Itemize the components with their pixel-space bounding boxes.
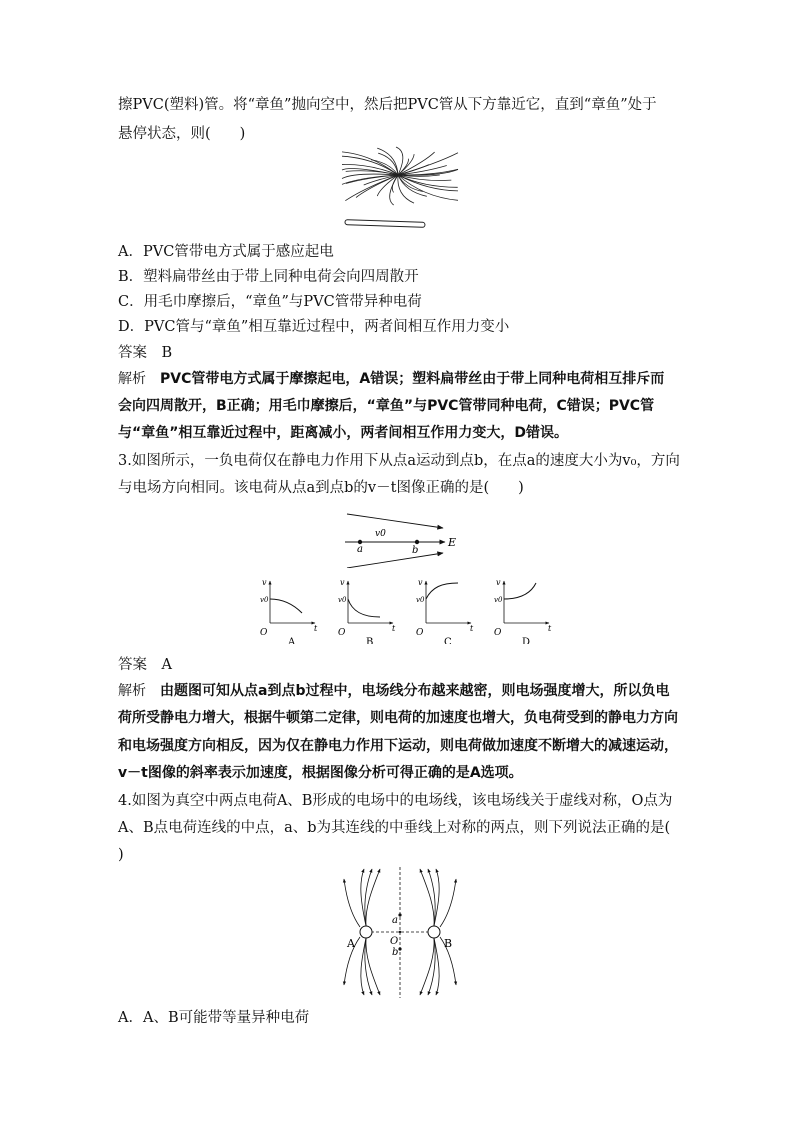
axis-v-label: v [496, 578, 501, 587]
field-line [366, 938, 380, 995]
q2-option-d: D．PVC管与“章鱼”相互靠近过程中，两者间相互作用力变小 [118, 319, 510, 335]
axis-v-label: v [340, 578, 345, 587]
answer-label: 答案 [118, 345, 147, 361]
label-a: a [357, 544, 363, 555]
field-line [420, 869, 434, 926]
q2-option-c: C．用毛巾摩擦后，“章鱼”与PVC管带异种电荷 [118, 294, 422, 310]
point-O [399, 931, 401, 933]
vt-graphs [252, 574, 552, 644]
graph-label: C [444, 637, 452, 644]
analysis-label: 解析 [118, 371, 146, 387]
analysis-label: 解析 [118, 683, 146, 699]
answer-value: B [161, 345, 173, 361]
vt-curve [426, 583, 458, 599]
charge-A [360, 926, 372, 938]
field-line [440, 879, 456, 927]
q3-stem-line-2: 与电场方向相同。该电荷从点a到点b的v－t图像正确的是( ) [118, 480, 524, 496]
vt-graph-B [338, 578, 396, 644]
graph-label: B [366, 637, 374, 644]
plastic-strip [377, 175, 398, 196]
axis-v0-label: v0 [494, 596, 503, 604]
vt-curve [348, 599, 380, 617]
answer-label: 答案 [118, 657, 147, 673]
vt-graph-C [416, 578, 474, 644]
field-line-lower [347, 553, 443, 568]
q2-analysis-line-1 [118, 369, 664, 389]
point-b [415, 540, 419, 544]
label-O: O [390, 936, 399, 947]
field-line-upper [347, 514, 443, 528]
graph-label: A [288, 637, 296, 644]
axis-v0-label: v0 [260, 596, 269, 604]
label-v0: v0 [375, 529, 386, 539]
field-line [420, 938, 434, 995]
label-b: b [392, 947, 399, 958]
origin-label: O [416, 628, 424, 638]
analysis-text: PVC管带电方式属于摩擦起电，A错误；塑料扁带丝由于带上同种电荷相互排斥而 [160, 371, 665, 387]
label-A: A [347, 937, 355, 950]
q2-option-a: A．PVC管带电方式属于感应起电 [118, 244, 334, 260]
q4-stem-line-3: ) [118, 847, 124, 863]
q4-stem-line-2: A、B点电荷连线的中点，a、b为其连线的中垂线上对称的两点，则下列说法正确的是( [118, 820, 671, 836]
vt-graph-D [494, 578, 552, 644]
plastic-strip [390, 175, 398, 205]
label-b: b [412, 545, 419, 556]
q2-stem-line-2: 悬停状态，则( ) [118, 126, 246, 142]
charge-B [428, 926, 440, 938]
axis-t-label: t [470, 624, 474, 633]
label-E: E [448, 536, 457, 549]
answer-value: A [161, 657, 172, 673]
q2-stem-line-1: 擦PVC(塑料)管。将“章鱼”抛向空中，然后把PVC管从下方靠近它，直到“章鱼”处于 [118, 97, 657, 113]
origin-label: O [494, 628, 502, 638]
q2-analysis-line-3: 与“章鱼”相互靠近过程中，距离减小，两者间相互作用力变大，D错误。 [118, 425, 569, 441]
q3-analysis-line-1 [118, 681, 669, 701]
two-charge-field-figure [340, 865, 460, 1000]
pvc-pipe [345, 220, 425, 228]
axis-v0-label: v0 [338, 596, 347, 604]
octopus-figure [340, 145, 460, 235]
q2-answer [118, 343, 172, 363]
q2-option-b: B．塑料扁带丝由于带上同种电荷会向四周散开 [118, 269, 419, 285]
field-lines-figure [335, 508, 475, 568]
q3-analysis-line-4: v－t图像的斜率表示加速度，根据图像分析可得正确的是A选项。 [118, 765, 523, 781]
q3-analysis-line-3: 和电场强度方向相反，因为仅在静电力作用下运动，则电荷做加速度不断增大的减速运动， [118, 738, 678, 754]
axis-v-label: v [262, 578, 267, 587]
q3-answer [118, 655, 172, 675]
point-b [398, 947, 401, 950]
analysis-text: 由题图可知从点a到点b过程中，电场线分布越来越密，则电场强度增大，所以负电 [160, 683, 670, 699]
origin-label: O [338, 628, 346, 638]
q4-option-a: A．A、B可能带等量异种电荷 [118, 1010, 310, 1026]
label-B: B [444, 937, 453, 950]
field-line [366, 869, 380, 926]
q3-analysis-line-2: 荷所受静电力增大，根据牛顿第二定律，则电荷的加速度也增大，负电荷受到的静电力方向 [118, 710, 678, 726]
vt-curve [270, 599, 302, 613]
axis-t-label: t [392, 624, 396, 633]
axis-t-label: t [314, 624, 318, 633]
origin-label: O [260, 628, 268, 638]
plastic-strip [398, 154, 414, 175]
label-a: a [392, 915, 398, 926]
field-line [344, 879, 360, 927]
vt-curve [504, 583, 536, 599]
axis-v-label: v [418, 578, 423, 587]
q2-analysis-line-2: 会向四周散开，B正确；用毛巾摩擦后，“章鱼”与PVC管带同种电荷，C错误；PVC管 [118, 398, 655, 414]
axis-t-label: t [548, 624, 552, 633]
axis-v0-label: v0 [416, 596, 425, 604]
vt-graph-A [260, 578, 318, 644]
q4-stem-line-1: 4.如图为真空中两点电荷A、B形成的电场中的电场线，该电场线关于虚线对称，O点为 [118, 793, 673, 809]
graph-label: D [522, 637, 531, 644]
point-a [398, 913, 401, 916]
q3-stem-line-1: 3.如图所示，一负电荷仅在静电力作用下从点a运动到点b，在点a的速度大小为v₀，方向 [118, 453, 680, 469]
plastic-strip [398, 152, 435, 175]
